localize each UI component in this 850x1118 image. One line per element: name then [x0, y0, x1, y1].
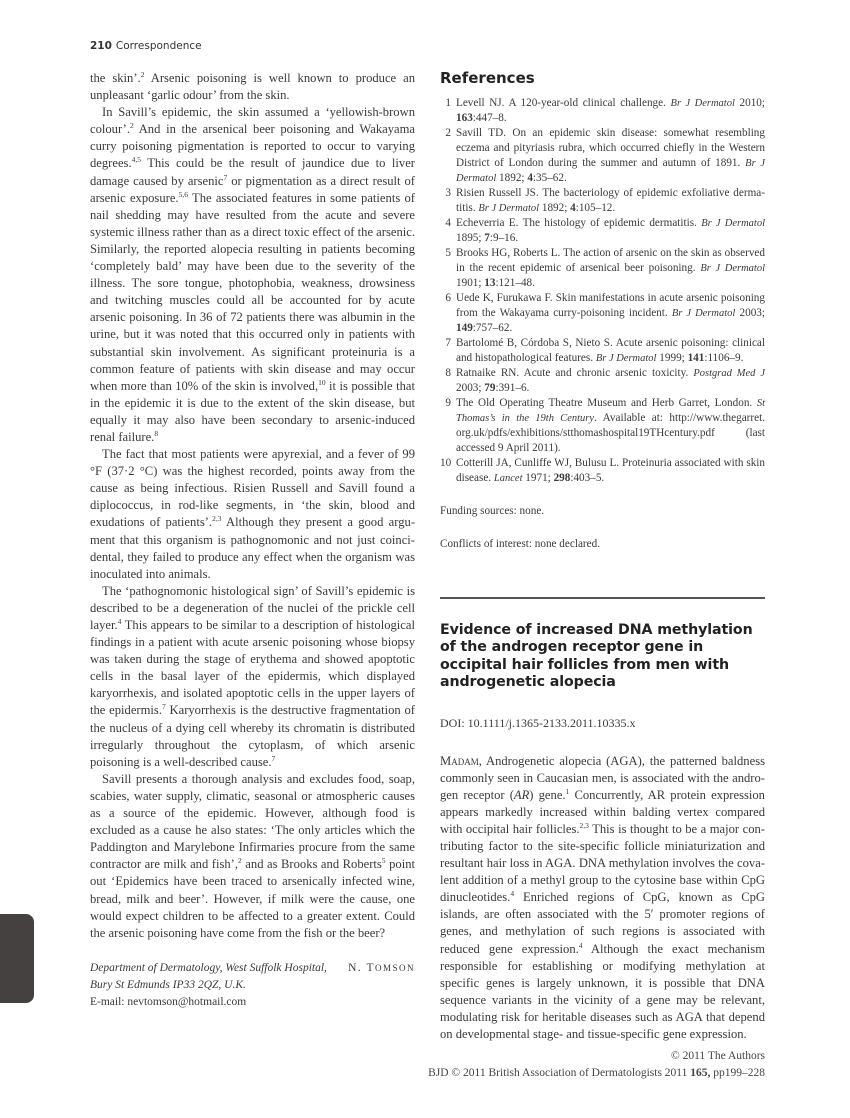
left-column [90, 70, 415, 1011]
citation-marker: 4 [117, 617, 122, 626]
citation-marker: 4 [510, 889, 515, 899]
citation-marker: 4,5 [131, 155, 141, 165]
article-title: Evidence of increased DNA methylation of the androgen receptor gene in occipital hair follicles from men with androgenetic alopecia [440, 621, 753, 690]
paragraph: the skin’.$^2$ Arsenic poisoning is well known to produce an unpleasant ‘garlic odour’ from the skin. [90, 70, 415, 103]
reference-item: 9 The Old Operating Theatre Museum and Herb Garret, London. St Thomas’s in the 19th Century. Available at: http://www.thegarret.​org.uk/pdfs/exhibitions/stthomashospital19THcentury.pdf (last accessed 9 April 2011). [440, 396, 765, 456]
paragraph: In Savill’s epidemic, the skin assumed a ‘yellowish-brown colour’.$^2$ And in the arsenical beer poisoning and Wakayama curry poisoning pigmentation is reported to occur to varying degrees.$^{4,5}$ This could be the result of jaundice due to liver damage caused by arsenic$^7$ or pigmentation as a direct result of arsenic exposure.$^{5,6}$ The associated features in some patients of nail shedding may have resulted from the acute and severe systemic illness rather than as a direct toxic effect of the arsenic. Similarly, the reported alopecia resulting in patients becoming ‘completely bald’ may have been due to the severity of the illness. The sore tongue, photophobia, weakness, drowsiness and twitching muscles could all be accounted for by acute arsenic poisoning. In 36 of 72 patients there was albumin in the urine, but it was noted that this occurred only in patients with substantial skin involvement. As significant proteinuria is a common feature of patients with skin disease and may occur when more than 10% of the skin is involved,$^{10}$ it is possible that in the epidemic it is due to the extent of the skin disease, but equally it may also have been secondary to arsenic-induced renal failure.$^8$ [90, 105, 416, 444]
author-email[interactable]: E-mail: nevtomson@hotmail.com [90, 995, 247, 1008]
author-affiliation [90, 960, 415, 1011]
conflicts-statement: Conflicts of interest: none declared. [440, 538, 600, 550]
paragraph: Savill presents a thorough analysis and excludes food, soap, scabies, water supply, climatic, seasonal or atmospheric causes as a source of the epidemic. However, although food is excluded as a cause he also states: ‘The only articles which the Paddington and Marylebone Infirmaries procure from the same contractor are milk and fish’,$^2$ and as Brooks and Roberts$^5$ point out ‘Epidemics have been traced to arsenically infected wine, bread, milk and beer’. However, if milk were the cause, one would expect children to be affected to a greater extent. Could the arsenic poisoning have come from the fish or the beer? [90, 771, 415, 940]
reference-number: 5 [445, 247, 451, 259]
citation-marker: 2,3 [579, 820, 589, 830]
citation-marker: 2,3 [212, 514, 222, 524]
citation-marker: 8 [154, 428, 159, 438]
running-head [90, 40, 202, 52]
reference-item: 8 Ratnaike RN. Acute and chronic arsenic toxicity. Postgrad Med J 2003; 79:391–6. [440, 366, 765, 396]
reference-number: 9 [445, 397, 451, 409]
salutation: Madam [440, 753, 479, 768]
article-divider [440, 597, 765, 599]
author-name: N. TOMSON [348, 961, 415, 974]
citation-marker: 7 [223, 172, 228, 182]
reference-item: 1 Levell NJ. A 120-year-old clinical challenge. Br J Dermatol 2010; 163:447–8. [440, 96, 765, 126]
section-thumb-tab [0, 914, 34, 1003]
reference-item: 6 Uede K, Furukawa F. Skin manifestations in acute arsenic poisoning from the Wakayama curry-poisoning incident. Br J Dermatol 2003; 149:757–62. [440, 291, 765, 336]
right-column [440, 70, 765, 1043]
citation-marker: 10 [318, 377, 326, 387]
citation-marker: 2 [238, 856, 242, 866]
reference-number: 4 [445, 217, 451, 229]
citation-marker: 4 [578, 940, 583, 950]
citation-marker: 2 [140, 70, 145, 79]
reference-item: 3 Risien Russell JS. The bacteriology of epidemic exfoliative dermatitis. Br J Dermatol 1892; 4:105–12. [440, 186, 765, 216]
reference-number: 1 [445, 97, 451, 109]
article-doi[interactable]: DOI: 10.1111/j.1365-2133.2011.10335.x [440, 715, 636, 730]
affiliation-line-2: Bury St Edmunds IP33 2QZ, U.K. [90, 978, 246, 991]
reference-number: 6 [445, 292, 451, 304]
funding-statement: Funding sources: none. [440, 505, 545, 517]
article-body: Madam, Androgenetic alopecia (AGA), the patterned baldness commonly seen in Caucasian men, is associated with the androgen receptor (AR) gene.$^1$ Concurrently, AR protein expression appears markedly increased within balding vertex compared with occipital hair follicles.$^{2,3}$ This is thought to be a major contributing factor to the site-specific follicle miniaturization and resultant hair loss in AGA. DNA methylation involves the covalent addition of a methyl group to the cytosine base within CpG dinucleotides.$^4$ Enriched regions of CpG, known as CpG islands, are often associated with the 5′ promoter regions of genes, and methylation of such regions is associated with reduced gene expression.$^4$ Although the exact mechanism responsible for establishing or modifying methylation at specific genes is largely unknown, it is possible that DNA sequence variants in the vicinity of a gene may be relevant, modulating risk for heritable diseases such as AGA that depend on developmental stage- and tissue-specific gene expression. [440, 753, 765, 1041]
references-list [440, 96, 765, 486]
reference-number: 3 [445, 187, 451, 199]
reference-item: 4 Echeverria E. The histology of epidemic dermatitis. Br J Dermatol 1895; 7:9–16. [440, 216, 765, 246]
reference-number: 7 [445, 337, 451, 349]
paragraph: The fact that most patients were apyrexial, and a fever of 99 °F (37·2 °C) was the highest recorded, points away from the cause as being infectious. Risien Russell and Savill found a diplococcus, in rod-like segments, in ‘the skin, blood and exudations of patients’.$^{2,3}$ Although they present a good argument that this organism is pathognomonic and not just coincidental, they failed to produce any effect when the organism was inoculated into animals. [90, 447, 416, 581]
reference-item: 2 Savill TD. On an epidemic skin disease: somewhat resembling eczema and pityriasis rubra, which occurred chiefly in the Western District of London during the summer and autumn of 1891. Br J Dermatol 1892; 4:35–62. [440, 126, 765, 186]
copyright-authors: © 2011 The Authors [670, 1050, 765, 1062]
citation-marker: 5 [381, 856, 386, 866]
paragraph: The ‘pathognomonic histological sign’ of Savill’s epidemic is described to be a degeneration of the nuclei of the prickle cell layer.$^4$ This appears to be similar to a description of histological findings in a patient with acute arsenic poisoning whose biopsy was taken during the stage of erythema and showed apoptotic cells in the basal layer of the epidermis, which displayed karyorrhexis, and isolated apoptotic cells in the upper layers of the epidermis.$^7$ Karyorrhexis is the destructive fragmentation of the nucleus of a dying cell whereby its chromatin is distributed irregularly throughout the cytoplasm, of which arsenic poisoning is a well-described cause.$^7$ [90, 583, 415, 769]
reference-number: 10 [440, 457, 452, 469]
citation-marker: 7 [271, 753, 276, 763]
section-name: Correspondence [115, 40, 202, 52]
citation-marker: 7 [161, 702, 166, 712]
page-footer [428, 1048, 765, 1082]
reference-item: 10 Cotterill JA, Cunliffe WJ, Bulusu L. Proteinuria associated with skin disease. Lancet 1971; 298:403–5. [440, 457, 765, 484]
reference-number: 2 [445, 127, 451, 139]
citation-marker: 2 [129, 121, 134, 131]
affiliation-line-1: Department of Dermatology, West Suffolk Hospital, [90, 961, 327, 974]
journal-citation: BJD © 2011 British Association of Dermatologists 2011 165, pp199–228 [428, 1067, 765, 1079]
citation-marker: 1 [565, 786, 570, 796]
reference-item: 7 Bartolomé B, Córdoba S, Nieto S. Acute arsenic poisoning: clinical and histopathological features. Br J Dermatol 1999; 141:1106–9. [440, 336, 765, 366]
letter-body [90, 70, 415, 942]
citation-marker: 5,6 [178, 189, 188, 199]
references-heading: References [440, 69, 535, 87]
reference-number: 8 [445, 367, 451, 379]
reference-item: 5 Brooks HG, Roberts L. The action of arsenic on the skin as observed in the recent epidemic of arsenical beer poisoning. Br J Dermatol 1901; 13:121–48. [440, 246, 765, 291]
page-number: 210 [90, 40, 112, 52]
